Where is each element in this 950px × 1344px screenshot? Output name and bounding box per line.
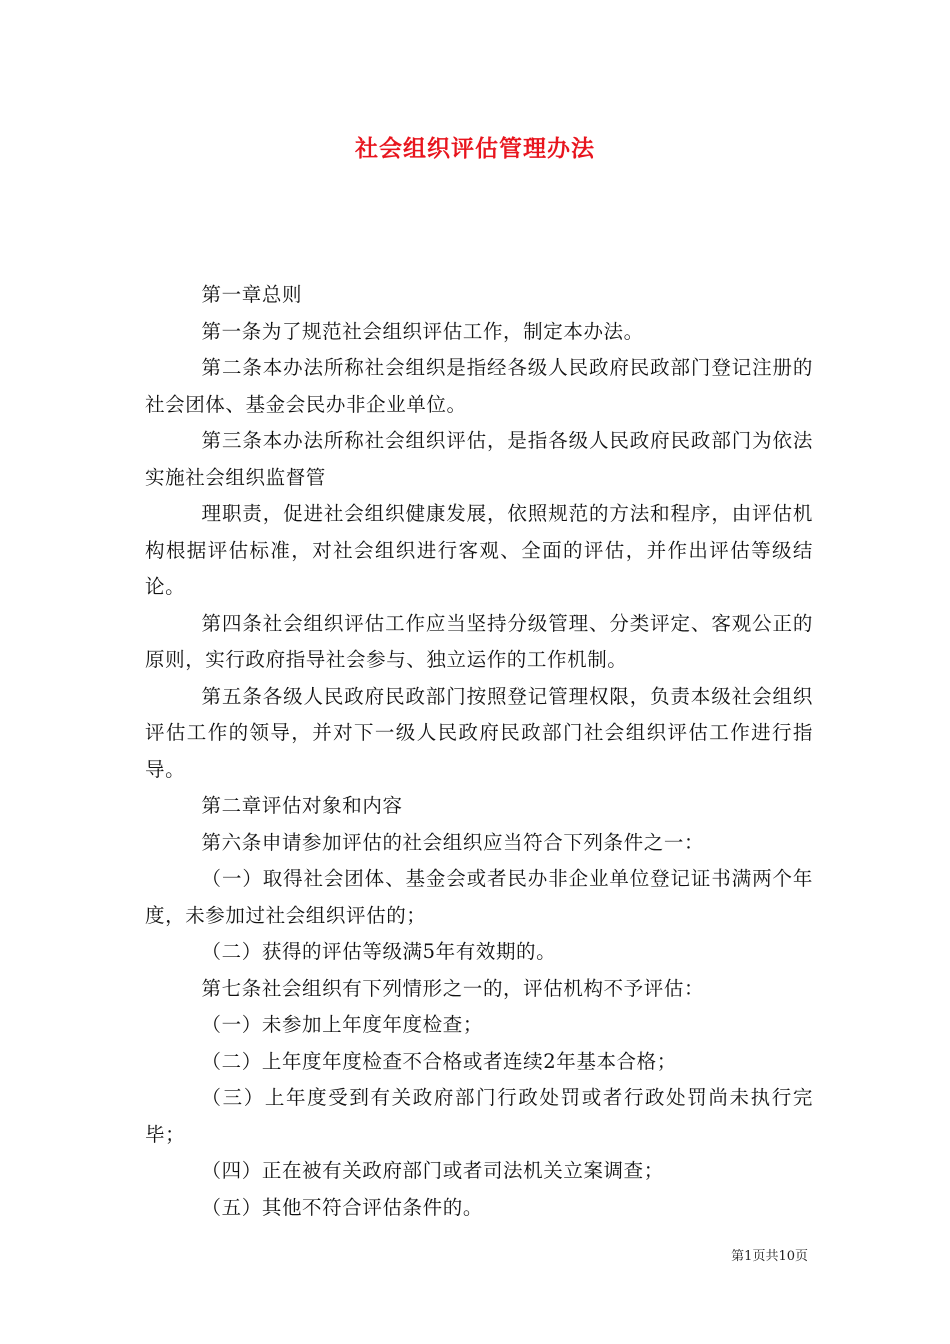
paragraph: 第一条为了规范社会组织评估工作，制定本办法。 — [201, 319, 644, 343]
paragraph: （三）上年度受到有关政府部门行政处罚或者行政处罚尚未执行完毕； — [145, 1086, 813, 1146]
paragraph: 第四条社会组织评估工作应当坚持分级管理、分类评定、客观公正的原则，实行政府指导社会参与、独立运作的工作机制。 — [145, 611, 813, 671]
paragraph: （一）取得社会团体、基金会或者民办非企业单位登记证书满两个年度，未参加过社会组织评估的； — [145, 867, 813, 927]
document-body — [145, 277, 813, 1226]
document-title: 社会组织评估管理办法 — [355, 135, 595, 162]
paragraph: （五）其他不符合评估条件的。 — [201, 1195, 483, 1219]
paragraph: 第二章评估对象和内容 — [201, 794, 403, 817]
paragraph: （四）正在被有关政府部门或者司法机关立案调查； — [201, 1159, 664, 1182]
page-number: 第1页共10页 — [731, 1249, 808, 1264]
paragraph: （二）获得的评估等级满5年有效期的。 — [201, 940, 557, 963]
paragraph: 第七条社会组织有下列情形之一的，评估机构不予评估： — [201, 976, 705, 1000]
paragraph: 第五条各级人民政府民政部门按照登记管理权限，负责本级社会组织评估工作的领导，并对下一级人民政府民政部门社会组织评估工作进行指导。 — [145, 684, 813, 781]
paragraph: 第六条申请参加评估的社会组织应当符合下列条件之一： — [201, 830, 705, 854]
paragraph: 第二条本办法所称社会组织是指经各级人民政府民政部门登记注册的社会团体、基金会民办非企业单位。 — [145, 356, 813, 416]
paragraph: 第三条本办法所称社会组织评估，是指各级人民政府民政部门为依法实施社会组织监督管 — [145, 429, 813, 489]
paragraph: 理职责，促进社会组织健康发展，依照规范的方法和程序，由评估机构根据评估标准，对社会组织进行客观、全面的评估，并作出评估等级结论。 — [145, 502, 813, 598]
paragraph: （二）上年度年度检查不合格或者连续2年基本合格； — [201, 1049, 677, 1073]
paragraph: （一）未参加上年度年度检查； — [201, 1013, 483, 1036]
paragraph: 第一章总则 — [201, 283, 303, 306]
